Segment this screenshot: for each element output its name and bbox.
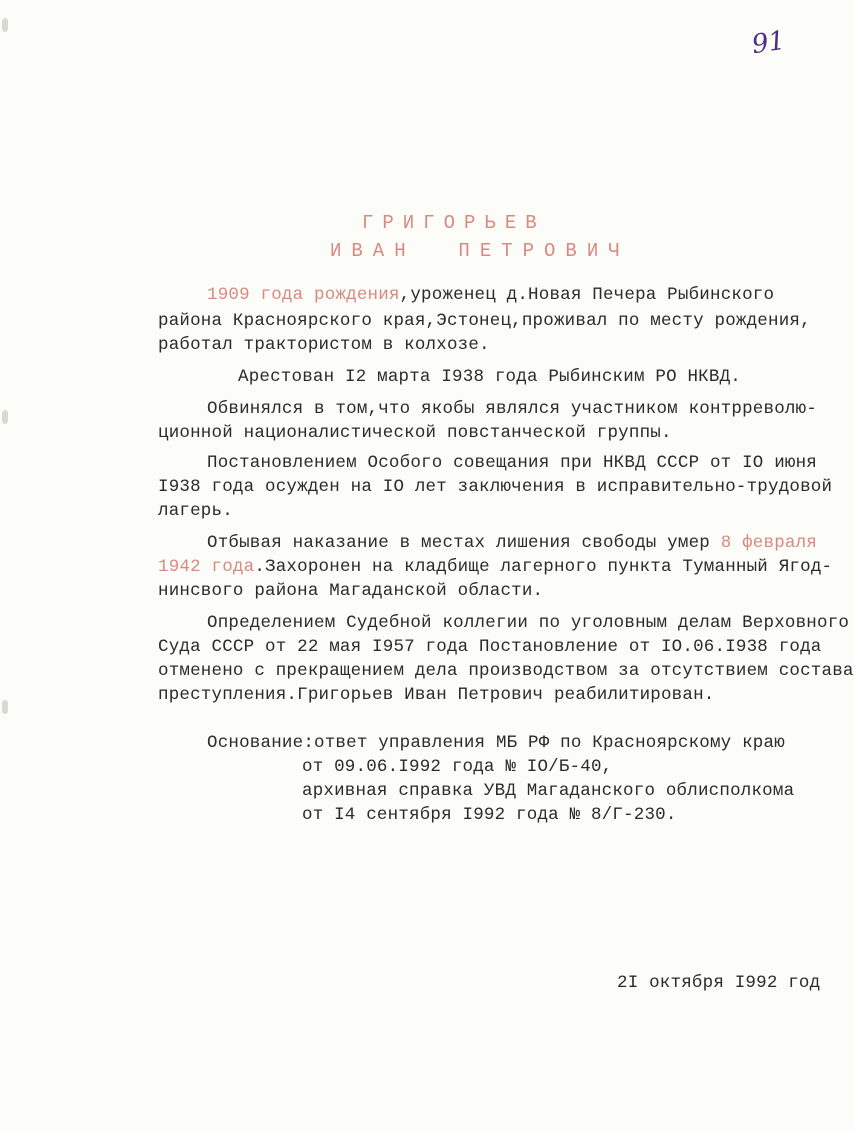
paragraph-rehabilitation-line-3: отменено с прекращением дела производством за отсутствием состава <box>158 661 854 681</box>
death-line-2-rest: .Захоронен на кладбище лагерного пункта Туманный Ягод- <box>254 557 833 577</box>
death-line-1-start: Отбывая наказание в местах лишения свободы умер <box>207 533 721 553</box>
paragraph-death-line-3: нинсвого района Магаданской области. <box>158 581 544 601</box>
birth-line-1-rest: ,уроженец д.Новая Печера Рыбинского <box>399 285 775 305</box>
punch-hole-mark <box>2 18 8 32</box>
paragraph-sentence-line-3: лагерь. <box>158 501 233 521</box>
birth-year-text: 1909 года рождения <box>207 285 400 305</box>
paragraph-rehabilitation-line-2: Суда СССР от 22 мая I957 года Постановление от IO.06.I938 года <box>158 637 822 657</box>
paragraph-rehabilitation-line-4: преступления.Григорьев Иван Петрович реабилитирован. <box>158 685 715 705</box>
basis-line-3: архивная справка УВД Магаданского облисполкома <box>302 781 795 801</box>
paragraph-birth-line-2: района Красноярского края,Эстонец,проживал по месту рождения, <box>158 311 811 331</box>
handwritten-page-number: 91 <box>750 25 788 61</box>
paragraph-sentence-line-2: I938 года осужден на IO лет заключения в исправительно-трудовой <box>158 477 833 497</box>
punch-hole-mark <box>2 700 8 714</box>
basis-line-1: Основание:ответ управления МБ РФ по Красноярскому краю <box>207 733 785 753</box>
basis-line-2: от 09.06.I992 года № IO/Б-40, <box>302 757 613 777</box>
punch-hole-mark <box>2 410 8 424</box>
death-date-text: 8 февраля <box>720 533 818 553</box>
paragraph-sentence-line-1: Постановлением Особого совещания при НКВД СССР от IO июня <box>207 453 817 473</box>
paragraph-charge-line-1: Обвинялся в том,что якобы являлся участником контрреволю- <box>207 399 817 419</box>
person-given-names: ИВАН ПЕТРОВИЧ <box>330 240 630 262</box>
death-year-text: 1942 года <box>158 557 255 577</box>
paragraph-arrest: Арестован I2 марта I938 года Рыбинским РО НКВД. <box>238 367 741 387</box>
document-date: 2I октября I992 год <box>617 973 821 993</box>
paragraph-charge-line-2: ционной националистической повстанческой группы. <box>158 423 672 443</box>
paragraph-rehabilitation-line-1: Определением Судебной коллегии по уголовным делам Верховного <box>207 613 850 633</box>
paragraph-death-line-2 <box>158 556 832 578</box>
paragraph-death-line-1 <box>207 532 817 554</box>
basis-line-4: от I4 сентября I992 года № 8/Г-230. <box>302 805 677 825</box>
paragraph-birth-line-3: работал трактористом в колхозе. <box>158 335 490 355</box>
person-surname: ГРИГОРЬЕВ <box>362 212 546 234</box>
paragraph-birth-line-1 <box>207 284 774 306</box>
